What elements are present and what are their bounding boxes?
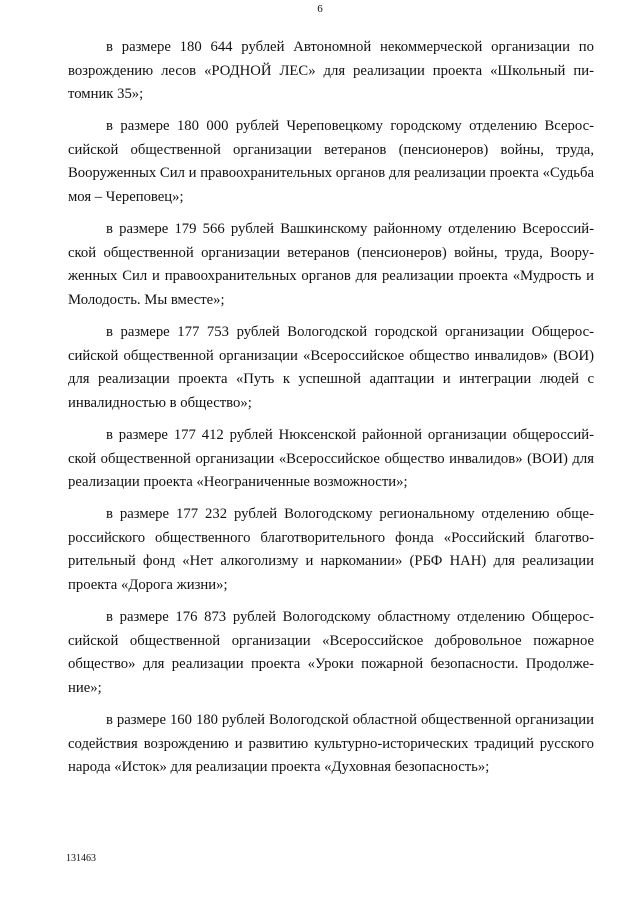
paragraph-1: в размере 180 644 рублей Автономной некоммерческой организации по возрождению лесов «РОДНОЙ ЛЕС» для реализации проекта «Школьный питомник 35»; (68, 39, 594, 103)
paragraph-2: в размере 180 000 рублей Череповецкому городскому отделению Всероссийской общественной организации ветеранов (пенсионеров) войны, труда, Вооруженных Сил и правоохранительных органов для реализации проекта «Судьба моя – Череповец»; (68, 118, 594, 206)
paragraph-8: в размере 160 180 рублей Вологодской областной общественной организации содействия возрождению и развитию культурно-исторических традиций русского народа «Исток» для реализации проекта «Духовная безопасность»; (68, 711, 594, 776)
paragraph-4: в размере 177 753 рублей Вологодской городской организации Общероссийской общественной организации «Всероссийское общество инвалидов» (ВОИ) для реализации проекта «Путь к успешной адаптации и интеграции людей с инвалидностью в общество»; (68, 324, 594, 411)
paragraph-5: в размере 177 412 рублей Нюксенской районной организации общероссийской общественной организации «Всероссийское общество инвалидов» (ВОИ) для реализации проекта «Неограниченные возможности»; (68, 426, 594, 491)
document-body (68, 36, 594, 788)
paragraph-6: в размере 177 232 рублей Вологодскому региональному отделению общероссийского общественного благотворительного фонда «Российский благотворительный фонд «Нет алкоголизму и наркомании» (РБФ НАН) для реализации проекта «Дорога жизни»; (68, 506, 594, 593)
page-number: 6 (317, 3, 323, 15)
paragraph-3: в размере 179 566 рублей Вашкинскому районному отделению Всероссийской общественной организации ветеранов (пенсионеров) войны, труда, Вооруженных Сил и правоохранительных органов для реализации проекта «Мудрость и Молодость. Мы вместе»; (68, 221, 594, 308)
paragraph-7: в размере 176 873 рублей Вологодскому областному отделению Общероссийской общественной организации «Всероссийское добровольное пожарное общество» для реализации проекта «Уроки пожарной безопасности. Продолжение»; (68, 609, 594, 696)
document-code: 131463 (66, 853, 96, 864)
